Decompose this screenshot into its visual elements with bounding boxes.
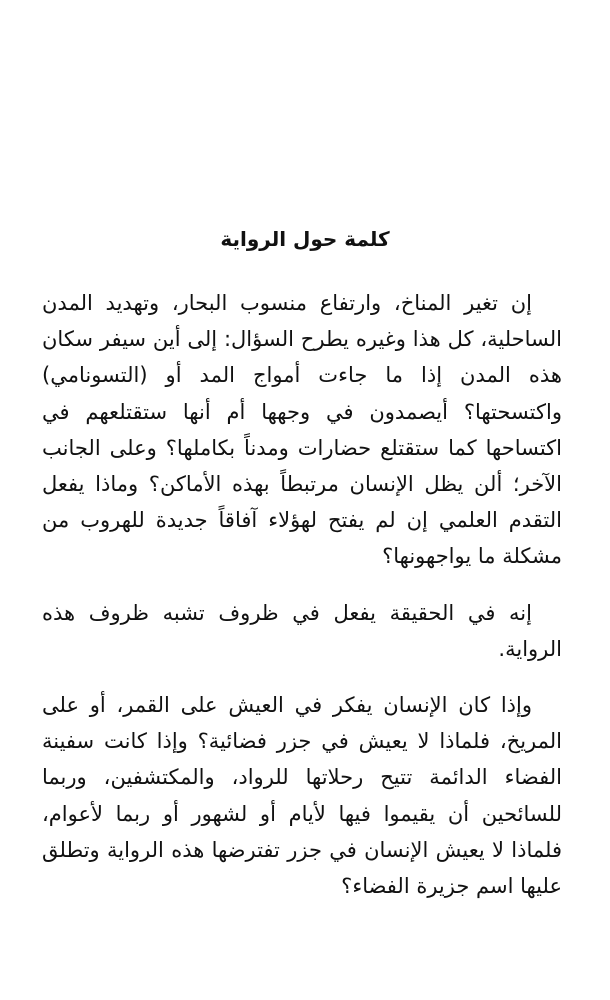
chapter-title: كلمة حول الرواية <box>220 227 390 251</box>
paragraph-3: وإذا كان الإنسان يفكر في العيش على القمر، أو على المريخ، فلماذا لا يعيش في جزر فضائية؟ وإذا كانت سفينة الفضاء الدائمة تتيح رحلاتها للرواد، والمكتشفين، وربما للسائحين أن يقيموا فيها لأيام أو لشهور أو ربما لأعوام، فلماذا لا يعيش الإنسان في جزر تفترضها هذه الرواية وتطلق عليها اسم جزيرة الفضاء؟ <box>42 693 562 899</box>
paragraph-1: إن تغير المناخ، وارتفاع منسوب البحار، وتهديد المدن الساحلية، كل هذا وغيره يطرح السؤال: إلى أين سيفر سكان هذه المدن إذا ما جاءت أمواج المد أو (التسونامي) واكتسحتها؟ أيصمدون في وجهها أم أنها ستقتلعهم في اكتساحها كما ستقتلع حضارات ومدناً بكاملها؟ وعلى الجانب الآخر؛ ألن يظل الإنسان مرتبطاً بهذه الأماكن؟ وماذا يفعل التقدم العلمي إن لم يفتح لهؤلاء آفاقاً جديدة للهروب من مشكلة ما يواجهونها؟ <box>42 291 562 569</box>
paragraph-2: إنه في الحقيقة يفعل في ظروف تشبه ظروف هذه الرواية. <box>42 600 562 661</box>
body-text <box>42 285 562 924</box>
